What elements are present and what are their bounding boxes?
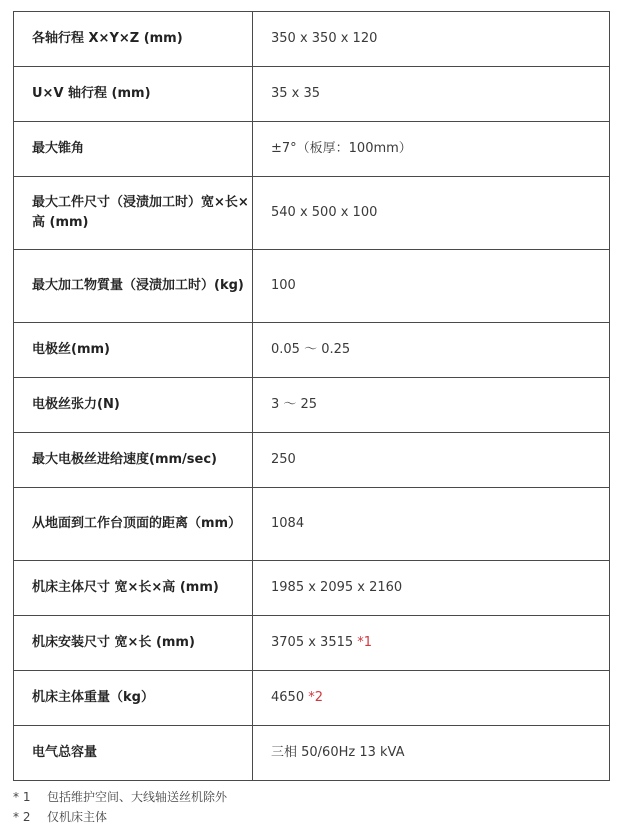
table-row [14, 67, 610, 122]
table-row [14, 12, 610, 67]
spec-label: 最大工件尺寸（浸渍加工时）宽×长×高 (mm) [14, 177, 253, 250]
spec-label: 电气总容量 [14, 726, 253, 781]
footnote [13, 807, 227, 827]
spec-label: 各轴行程 X×Y×Z (mm) [14, 12, 253, 67]
spec-label: 机床安装尺寸 宽×长 (mm) [14, 616, 253, 671]
table-row [14, 433, 610, 488]
footnote-mark: * 1 [13, 790, 31, 804]
table-row [14, 122, 610, 177]
spec-value: ±7°（板厚：100mm） [253, 122, 610, 177]
footnotes [13, 787, 227, 827]
spec-value: 3705 x 3515 *1 [253, 616, 610, 671]
spec-value: 0.05 ～ 0.25 [253, 323, 610, 378]
table-row [14, 561, 610, 616]
table-row [14, 378, 610, 433]
spec-value: 1985 x 2095 x 2160 [253, 561, 610, 616]
table-row [14, 726, 610, 781]
spec-label: U×V 轴行程 (mm) [14, 67, 253, 122]
spec-value: 100 [253, 250, 610, 323]
spec-value: 3 ～ 25 [253, 378, 610, 433]
table-row [14, 323, 610, 378]
spec-label: 最大加工物質量（浸渍加工时）(kg) [14, 250, 253, 323]
spec-value: 三相 50/60Hz 13 kVA [253, 726, 610, 781]
spec-value: 35 x 35 [253, 67, 610, 122]
spec-label: 机床主体重量（kg） [14, 671, 253, 726]
footnote-text: 包括维护空间、大线轴送丝机除外 [47, 790, 228, 804]
footnote-ref: *2 [308, 690, 324, 705]
spec-value: 540 x 500 x 100 [253, 177, 610, 250]
spec-label: 最大电极丝进给速度(mm/sec) [14, 433, 253, 488]
table-row [14, 671, 610, 726]
footnote-ref: *1 [357, 635, 373, 650]
spec-label: 最大锥角 [14, 122, 253, 177]
spec-value: 4650 *2 [253, 671, 610, 726]
spec-value: 250 [253, 433, 610, 488]
spec-value: 1084 [253, 488, 610, 561]
table-row [14, 250, 610, 323]
spec-label: 电极丝(mm) [14, 323, 253, 378]
spec-label: 机床主体尺寸 宽×长×高 (mm) [14, 561, 253, 616]
footnote [13, 787, 227, 807]
table-row [14, 488, 610, 561]
spec-label: 从地面到工作台顶面的距离（mm） [14, 488, 253, 561]
footnote-mark: * 2 [13, 810, 31, 824]
spec-label: 电极丝张力(N) [14, 378, 253, 433]
table-row [14, 616, 610, 671]
table-row [14, 177, 610, 250]
spec-table [13, 11, 610, 781]
spec-value: 350 x 350 x 120 [253, 12, 610, 67]
footnote-text: 仅机床主体 [47, 810, 108, 824]
